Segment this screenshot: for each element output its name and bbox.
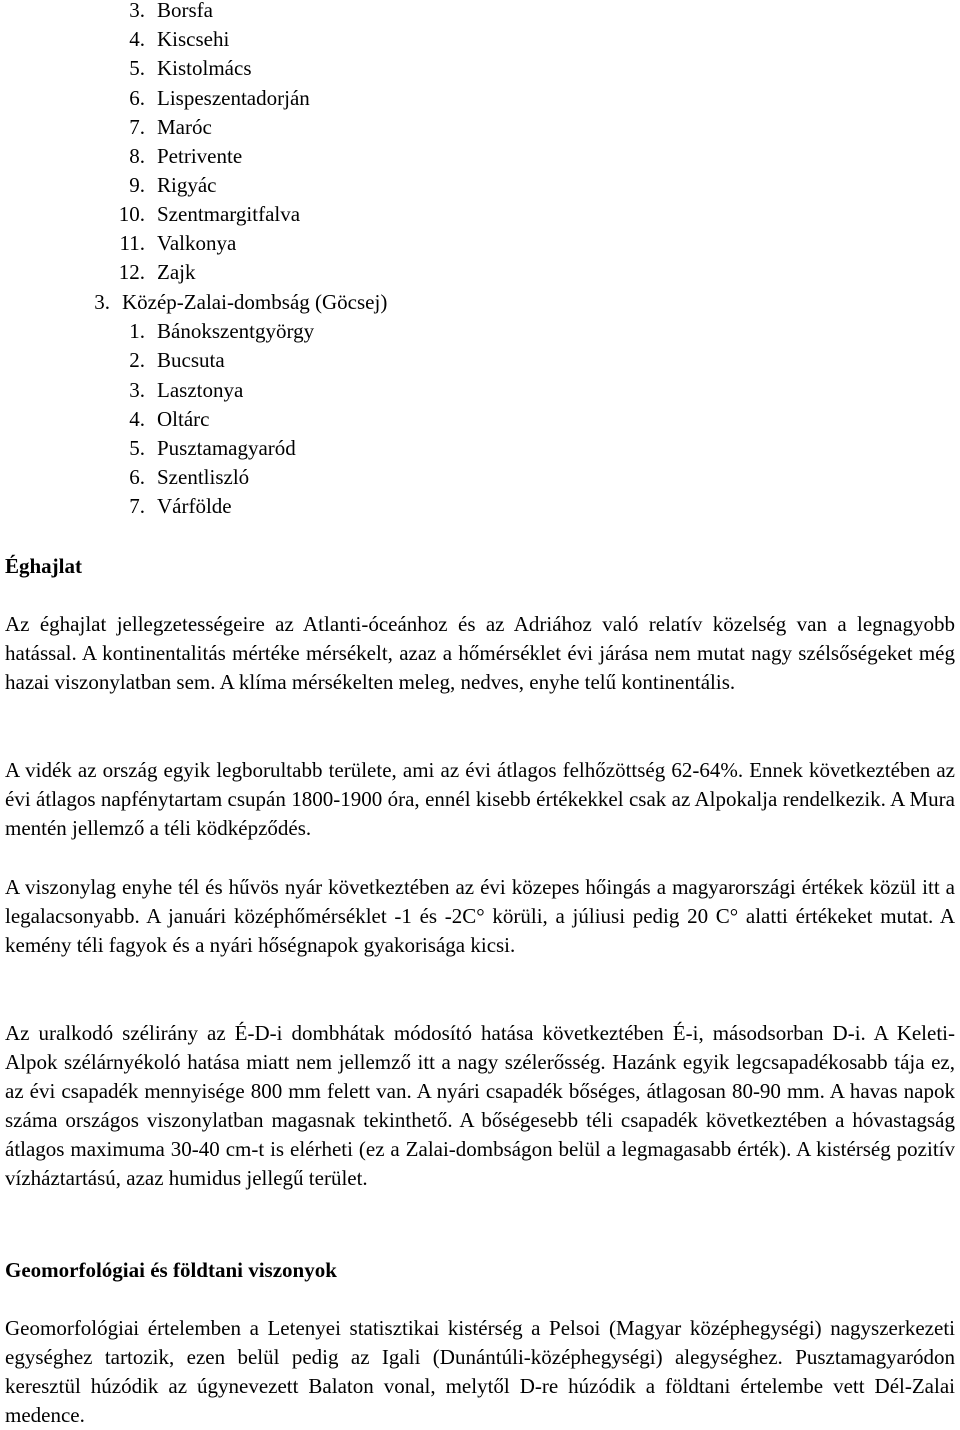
- list-item: [5, 376, 243, 405]
- list-item-number: 10.: [118, 202, 145, 226]
- list-item: [5, 346, 225, 375]
- list-item-text: Lispeszentadorján: [157, 86, 310, 110]
- list-item-text: Petrivente: [157, 144, 243, 168]
- list-item: [5, 463, 249, 492]
- list-item: [5, 229, 236, 258]
- list-item-text: Kistolmács: [157, 56, 252, 80]
- list-item-text: Maróc: [157, 115, 212, 139]
- list-item-text: Oltárc: [157, 407, 210, 431]
- section-heading-geomorphology: Geomorfológiai és földtani viszonyok: [5, 1258, 337, 1282]
- paragraph: A viszonylag enyhe tél és hűvös nyár következtében az évi közepes hőingás a magyarországi értékek közül itt a legalacsonyabb. A januári középhőmérséklet -1 és -2C° körüli, a júliusi pedig 20 C° alatti értékeket mutat. A kemény téli fagyok és a nyári hőségnapok gyakorisága kicsi.: [5, 875, 955, 957]
- list-item-number: 9.: [129, 173, 145, 197]
- list-item: [5, 142, 242, 171]
- list-item: [5, 25, 229, 54]
- list-item-number: 7.: [129, 115, 145, 139]
- list-item: [5, 113, 212, 142]
- list-item-text: Rigyác: [157, 173, 217, 197]
- list-item-text: Bucsuta: [157, 348, 225, 372]
- list-group-number: 3.: [94, 290, 110, 314]
- list-item: [5, 200, 300, 229]
- list-item-number: 3.: [129, 0, 145, 22]
- list-item: [5, 54, 252, 83]
- list-item-text: Pusztamagyaród: [157, 436, 296, 460]
- list-item-text: Bánokszentgyörgy: [157, 319, 315, 343]
- list-item: [5, 492, 232, 521]
- list-item-number: 1.: [129, 319, 145, 343]
- list-item-number: 3.: [129, 378, 145, 402]
- list-item-text: Kiscsehi: [157, 27, 230, 51]
- paragraph: Az éghajlat jellegzetességeire az Atlanti-óceánhoz és az Adriához való relatív közelség van a legnagyobb hatással. A kontinentalitás mértéke mérsékelt, azaz a hőmérséklet évi járása nem mutat nagy szélsőségeket még hazai viszonylatban sem. A klíma mérsékelten meleg, nedves, enyhe telű kontinentális.: [5, 612, 955, 694]
- paragraph: Geomorfológiai értelemben a Letenyei statisztikai kistérség a Pelsoi (Magyar középhegységi) nagyszerkezeti egységhez tartozik, ezen belül pedig az Igali (Dunántúli-középhegységi) alegységhez. Pusztamagyaródon keresztül húzódik az úgynevezett Balaton vonal, melytől D-re húzódik a földtani értelembe vett Dél-Zalai medence.: [5, 1316, 955, 1427]
- list-item: [5, 317, 314, 346]
- list-item: [5, 0, 213, 25]
- list-item-number: 7.: [129, 494, 145, 518]
- list-item-number: 5.: [129, 56, 145, 80]
- list-item: [5, 434, 296, 463]
- list-item-number: 12.: [118, 260, 145, 284]
- list-item-number: 8.: [129, 144, 145, 168]
- list-item-text: Zajk: [157, 260, 196, 284]
- list-item: [5, 258, 195, 287]
- section-heading-climate: Éghajlat: [5, 554, 83, 578]
- list-item-number: 4.: [129, 407, 145, 431]
- list-item-text: Szentmargitfalva: [157, 202, 301, 226]
- list-item-number: 4.: [129, 27, 145, 51]
- list-item-text: Valkonya: [157, 231, 237, 255]
- list-item-text: Borsfa: [157, 0, 213, 22]
- list-item: [5, 405, 209, 434]
- list-item-number: 6.: [129, 86, 145, 110]
- list-item-number: 6.: [129, 465, 145, 489]
- list-item-number: 5.: [129, 436, 145, 460]
- list-item: [5, 171, 216, 200]
- list-item-text: Várfölde: [157, 494, 232, 518]
- list-item-number: 11.: [119, 231, 145, 255]
- list-item: [5, 84, 310, 113]
- list-group: [5, 288, 387, 317]
- list-item-number: 2.: [129, 348, 145, 372]
- paragraph: Az uralkodó szélirány az É-D-i dombhátak módosító hatása következtében É-i, másodsorban D-i. A Keleti-Alpok szélárnyékoló hatása miatt nem jellemző itt a nagy szélerősség. Hazánk egyik legcsapadékosabb tája ez, az évi csapadék mennyisége 800 mm felett van. A nyári csapadék bőséges, átlagosan 80-90 mm. A havas napok száma országos viszonylatban magasnak tekinthető. A bőségesebb téli csapadék következtében a hóvastagság átlagos maximuma 30-40 cm-t is elérheti (ez a Zalai-dombságon belül a legmagasabb érték). A kistérség pozitív vízháztartású, azaz humidus jellegű terület.: [5, 1021, 955, 1190]
- paragraph: A vidék az ország egyik legborultabb területe, ami az évi átlagos felhőzöttség 62-64%. Ennek következtében az évi átlagos napfénytartam csupán 1800-1900 óra, ennél kisebb értékekkel csak az Alpokalja rendelkezik. A Mura mentén jellemző a téli ködképződés.: [5, 758, 955, 840]
- list-item-text: Szentliszló: [157, 465, 250, 489]
- list-group-text: Közép-Zalai-dombság (Göcsej): [122, 290, 388, 314]
- list-item-text: Lasztonya: [157, 378, 244, 402]
